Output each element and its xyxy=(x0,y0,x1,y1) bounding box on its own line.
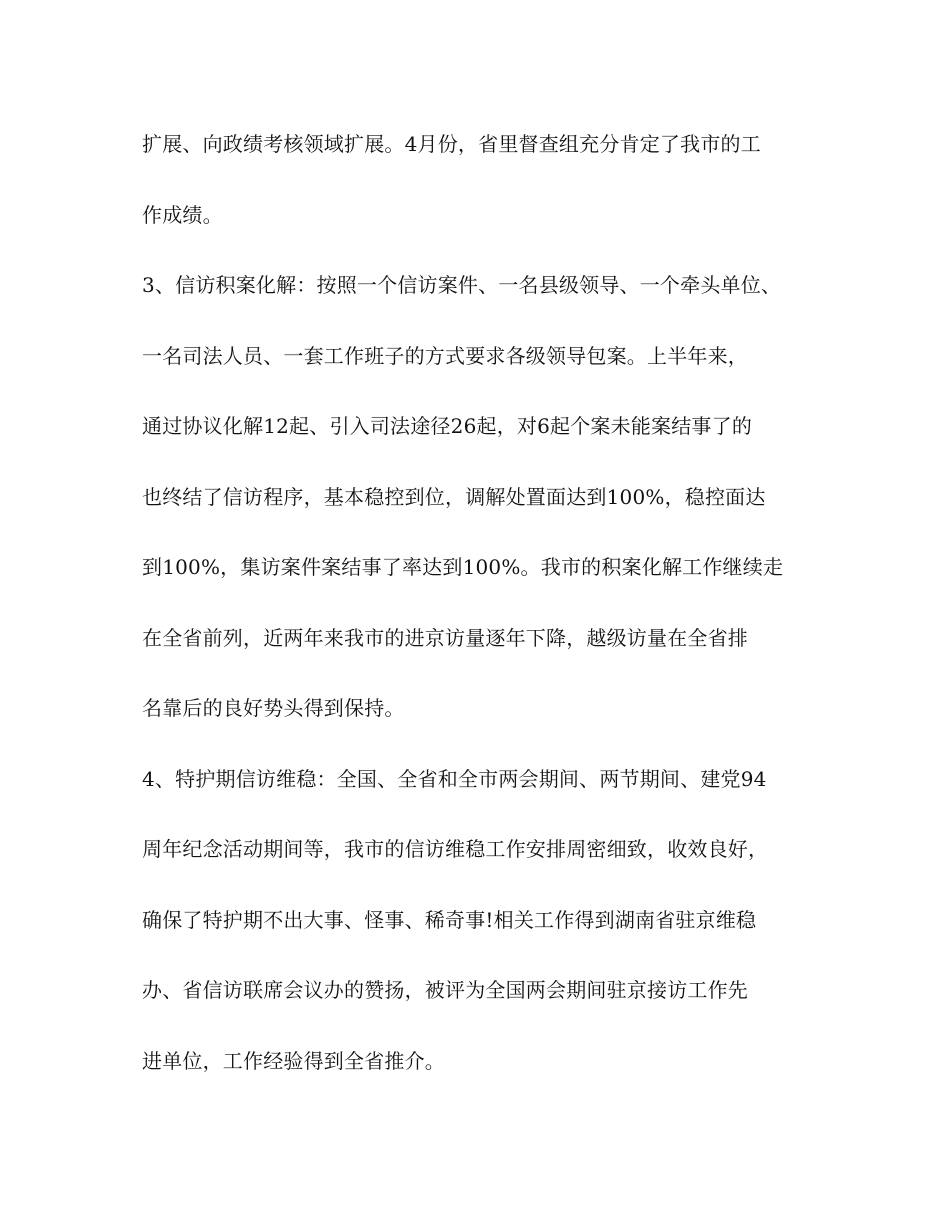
text-line: 4、特护期信访维稳：全国、全省和全市两会期间、两节期间、建党94 xyxy=(142,766,767,791)
text-line: 周年纪念活动期间等，我市的信访维稳工作安排周密细致，收效良好， xyxy=(142,837,769,861)
text-line: 进单位，工作经验得到全省推介。 xyxy=(142,1048,445,1073)
text-line: 作成绩。 xyxy=(142,202,223,227)
document-body xyxy=(142,118,832,1105)
text-line: 确保了特护期不出大事、怪事、稀奇事!相关工作得到湖南省驻京维稳 xyxy=(142,907,757,932)
text-line: 名靠后的良好势头得到保持。 xyxy=(142,696,405,720)
text-line: 通过协议化解12起、引入司法途径26起，对6起个案未能案结事了的 xyxy=(142,414,753,438)
text-line: 扩展、向政绩考核领域扩展。4月份，省里督查组充分肯定了我市的工 xyxy=(142,132,761,156)
text-line: 一名司法人员、一套工作班子的方式要求各级领导包案。上半年来， xyxy=(142,343,748,368)
text-line: 也终结了信访程序，基本稳控到位，调解处置面达到100%，稳控面达 xyxy=(142,484,766,509)
text-line: 办、省信访联席会议办的赞扬，被评为全国两会期间驻京接访工作先 xyxy=(142,978,748,1002)
text-line: 到100%，集访案件案结事了率达到100%。我市的积案化解工作继续走 xyxy=(142,555,784,579)
text-line: 3、信访积案化解：按照一个信访案件、一名县级领导、一个牵头单位、 xyxy=(142,273,782,297)
text-line: 在全省前列，近两年来我市的进京访量逐年下降，越级访量在全省排 xyxy=(142,625,748,650)
